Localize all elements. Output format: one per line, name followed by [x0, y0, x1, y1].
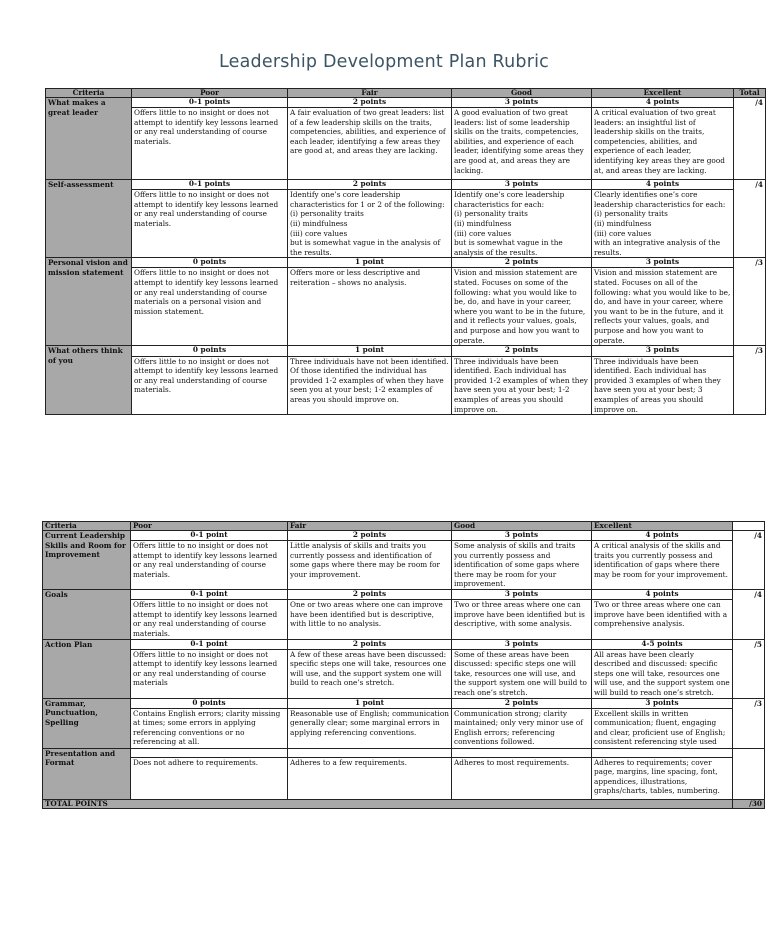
- description-cell: Two or three areas where one can improve have been identified with a comprehensive analysis.: [592, 600, 733, 639]
- criteria-points-row: [46, 346, 766, 356]
- description-cell: All areas have been clearly described and discussed: specific steps one will take, resources one will use, and the support system one will build to reach one’s stretch.: [592, 649, 733, 698]
- description-cell: Vision and mission statement are stated. Focuses on all of the following: what you would like to be, do, and have in your career, where you want to be in the future, and it reflects your values, goals, and purpose and how you want to operate.: [592, 268, 734, 346]
- criteria-label: Grammar, Punctuation, Spelling: [43, 698, 131, 748]
- description-cell: Three individuals have not been identified. Of those identified the individual has provided 1-2 examples of when they have seen you at your best; 1-2 examples of areas you should improve on.: [288, 356, 452, 415]
- criteria-description-row: [43, 708, 765, 748]
- points-label: 0-1 points: [132, 98, 288, 108]
- points-label: [288, 748, 452, 757]
- points-label: [131, 748, 288, 757]
- description-cell: Excellent skills in written communication; fluent, engaging and clear, proficient use of English; consistent referencing style used: [592, 708, 733, 748]
- points-label: 3 points: [592, 258, 734, 268]
- total-spacer: [734, 190, 766, 258]
- criteria-description-row: [46, 356, 766, 415]
- criteria-description-row: [46, 190, 766, 258]
- points-label: 2 points: [288, 180, 452, 190]
- criteria-label: Self-assessment: [46, 180, 132, 258]
- description-cell: A few of these areas have been discussed: specific steps one will take, resources one will use, and the support system one will build to reach one’s stretch.: [288, 649, 452, 698]
- points-label: [452, 748, 592, 757]
- points-label: 0-1 point: [131, 639, 288, 649]
- criteria-label: Personal vision and mission statement: [46, 258, 132, 346]
- criteria-points-row: [46, 258, 766, 268]
- description-cell: Offers little to no insight or does not attempt to identify key lessons learned or any real understanding of course materials.: [131, 600, 288, 639]
- points-label: 3 points: [452, 98, 592, 108]
- points-label: 2 points: [288, 590, 452, 600]
- row-total: /3: [733, 698, 765, 708]
- description-cell: Does not adhere to requirements.: [131, 757, 288, 799]
- points-label: 4 points: [592, 98, 734, 108]
- row-total: /5: [733, 639, 765, 649]
- row-total: /4: [734, 98, 766, 108]
- points-label: 4-5 points: [592, 639, 733, 649]
- points-label: 4 points: [592, 180, 734, 190]
- criteria-points-row: [43, 639, 765, 649]
- description-cell: Adheres to requirements; cover page, margins, line spacing, font, appendices, illustrations, graphs/charts, tables, numbering.: [592, 757, 733, 799]
- column-header: Total: [734, 89, 766, 98]
- description-cell: Offers more or less descriptive and reiteration – shows no analysis.: [288, 268, 452, 346]
- description-cell: Little analysis of skills and traits you currently possess and identification of some gaps where there may be room for your improvement.: [288, 541, 452, 590]
- description-cell: Offers little to no insight or does not attempt to identify key lessons learned or any real understanding of course materials.: [131, 541, 288, 590]
- row-total: /4: [733, 531, 765, 541]
- criteria-description-row: [43, 649, 765, 698]
- description-cell: A critical evaluation of two great leaders: an insightful list of leadership skills on the traits, competencies, abilities, and experience of each leader, identifying key areas they are good at, and areas they are lacking.: [592, 108, 734, 180]
- criteria-points-row: [43, 590, 765, 600]
- description-cell: Clearly identifies one’s core leadership characteristics for each: (i) personality traits (ii) mindfulness (iii) core values with an integrative analysis of the results.: [592, 190, 734, 258]
- description-cell: Two or three areas where one can improve have been identified but is descriptive, with some analysis.: [452, 600, 592, 639]
- description-cell: Communication strong; clarity maintained; only very minor use of English errors; referencing conventions followed.: [452, 708, 592, 748]
- description-cell: Identify one’s core leadership characteristics for 1 or 2 of the following: (i) personality traits (ii) mindfulness (iii) core values but is somewhat vague in the analysis of the results.: [288, 190, 452, 258]
- criteria-points-row: [46, 98, 766, 108]
- description-cell: Some of these areas have been discussed: specific steps one will take, resources one will use, and the support system one will build to reach one’s stretch.: [452, 649, 592, 698]
- column-header: Criteria: [43, 522, 131, 531]
- points-label: 2 points: [452, 258, 592, 268]
- total-points-value: /30: [733, 799, 765, 808]
- total-points-label: TOTAL POINTS: [43, 799, 733, 808]
- points-label: 3 points: [452, 180, 592, 190]
- row-total: /3: [734, 258, 766, 268]
- criteria-points-row: [46, 180, 766, 190]
- criteria-description-row: [46, 268, 766, 346]
- criteria-label: Current Leadership Skills and Room for Improvement: [43, 531, 131, 590]
- description-cell: A good evaluation of two great leaders: list of some leadership skills on the traits, competencies, abilities, and experience of each leader, identifying some areas they are good at, and areas they are lacking.: [452, 108, 592, 180]
- criteria-points-row: [43, 698, 765, 708]
- column-header: Fair: [288, 89, 452, 98]
- column-header: Poor: [131, 522, 288, 531]
- points-label: 1 point: [288, 346, 452, 356]
- points-label: 2 points: [288, 639, 452, 649]
- criteria-points-row: [43, 531, 765, 541]
- description-cell: Reasonable use of English; communication generally clear; some marginal errors in applying referencing conventions.: [288, 708, 452, 748]
- points-label: 2 points: [288, 531, 452, 541]
- points-label: 0-1 point: [131, 531, 288, 541]
- column-header: Fair: [288, 522, 452, 531]
- points-label: 2 points: [288, 98, 452, 108]
- criteria-label: Goals: [43, 590, 131, 639]
- row-total: /4: [733, 590, 765, 600]
- description-cell: Some analysis of skills and traits you currently possess and identification of some gaps where there may be room for your improvement.: [452, 541, 592, 590]
- description-cell: Three individuals have been identified. Each individual has provided 1-2 examples of when they have seen you at your best; 1-2 examples of areas you should improve on.: [452, 356, 592, 415]
- total-points-row: [43, 799, 765, 808]
- points-label: 3 points: [592, 346, 734, 356]
- column-header: Criteria: [46, 89, 132, 98]
- criteria-description-row: [43, 600, 765, 639]
- column-header: Poor: [132, 89, 288, 98]
- points-label: 0 points: [132, 258, 288, 268]
- description-cell: Offers little to no insight or does not attempt to identify key lessons learned or any real understanding of course materials: [131, 649, 288, 698]
- points-label: 0 points: [132, 346, 288, 356]
- column-header: Excellent: [592, 89, 734, 98]
- criteria-description-row: [46, 108, 766, 180]
- column-header: Excellent: [592, 522, 733, 531]
- description-cell: Offers little to no insight or does not attempt to identify key lessons learned or any real understanding of course materials on a personal vision and mission statement.: [132, 268, 288, 346]
- total-spacer: [733, 600, 765, 639]
- column-header: Good: [452, 522, 592, 531]
- header-row: [43, 522, 765, 531]
- rubric-table-2: [42, 521, 765, 809]
- description-cell: Adheres to most requirements.: [452, 757, 592, 799]
- description-cell: Offers little to no insight or does not attempt to identify key lessons learned or any real understanding of course materials.: [132, 190, 288, 258]
- points-label: 3 points: [452, 590, 592, 600]
- column-header: Good: [452, 89, 592, 98]
- criteria-description-row: [43, 541, 765, 590]
- points-label: 3 points: [592, 698, 733, 708]
- description-cell: Vision and mission statement are stated. Focuses on some of the following: what you would like to be, do, and have in your career, where you want to be in the future, and it reflects your values, goals, and purpose and how you want to operate.: [452, 268, 592, 346]
- points-label: 4 points: [592, 531, 733, 541]
- description-cell: Offers little to no insight or does not attempt to identify key lessons learned or any real understanding of course materials.: [132, 108, 288, 180]
- total-spacer: [733, 541, 765, 590]
- criteria-label: What others think of you: [46, 346, 132, 415]
- points-label: 0-1 point: [131, 590, 288, 600]
- points-label: 3 points: [452, 639, 592, 649]
- criteria-label: Action Plan: [43, 639, 131, 698]
- description-cell: Offers little to no insight or does not attempt to identify key lessons learned or any real understanding of course materials.: [132, 356, 288, 415]
- total-spacer: [734, 356, 766, 415]
- criteria-description-row: [43, 757, 765, 799]
- description-cell: Identify one’s core leadership characteristics for each: (i) personality traits (ii) mindfulness (iii) core values but is somewhat vague in the analysis of the results.: [452, 190, 592, 258]
- points-label: 1 point: [288, 258, 452, 268]
- description-cell: Contains English errors; clarity missing at times; some errors in applying referencing conventions or no referencing at all.: [131, 708, 288, 748]
- points-label: 4 points: [592, 590, 733, 600]
- total-spacer: [734, 108, 766, 180]
- criteria-points-row: [43, 748, 765, 757]
- points-label: 2 points: [452, 346, 592, 356]
- points-label: 0-1 points: [132, 180, 288, 190]
- criteria-label: Presentation and Format: [43, 748, 131, 799]
- column-header: [733, 522, 765, 531]
- page-title: Leadership Development Plan Rubric: [219, 52, 549, 72]
- points-label: 3 points: [452, 531, 592, 541]
- description-cell: A fair evaluation of two great leaders: list of a few leadership skills on the traits, competencies, abilities, and experience of each leader, identifying a few areas they are good at, and areas they are lacking.: [288, 108, 452, 180]
- criteria-label: What makes a great leader: [46, 98, 132, 180]
- row-total: /3: [734, 346, 766, 356]
- header-row: [46, 89, 766, 98]
- rubric-table-1: [45, 88, 766, 415]
- row-total: [733, 748, 765, 757]
- total-spacer: [733, 757, 765, 799]
- total-spacer: [733, 708, 765, 748]
- points-label: [592, 748, 733, 757]
- points-label: 1 point: [288, 698, 452, 708]
- total-spacer: [733, 649, 765, 698]
- description-cell: Adheres to a few requirements.: [288, 757, 452, 799]
- total-spacer: [734, 268, 766, 346]
- description-cell: Three individuals have been identified. Each individual has provided 3 examples of when they have seen you at your best; 3 examples of areas you should improve on.: [592, 356, 734, 415]
- description-cell: A critical analysis of the skills and traits you currently possess and identification of gaps where there may be room for your improvement.: [592, 541, 733, 590]
- description-cell: One or two areas where one can improve have been identified but is descriptive, with little to no analysis.: [288, 600, 452, 639]
- points-label: 2 points: [452, 698, 592, 708]
- row-total: /4: [734, 180, 766, 190]
- points-label: 0 points: [131, 698, 288, 708]
